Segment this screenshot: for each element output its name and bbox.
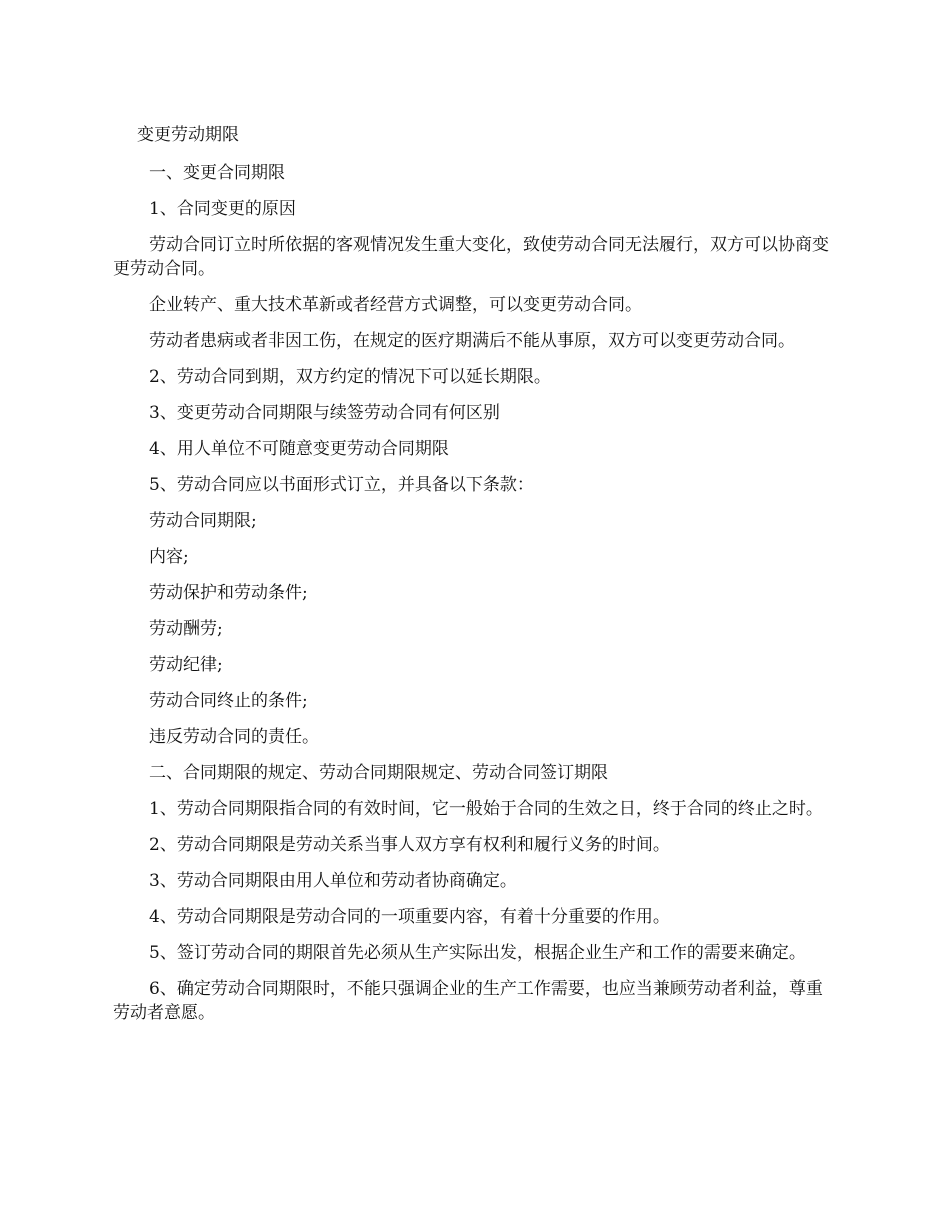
clause-item: 违反劳动合同的责任。 <box>149 727 319 747</box>
list-item: 6、确定劳动合同期限时，不能只强调企业的生产工作需要，也应当兼顾劳动者利益，尊重劳动者意愿。 <box>113 979 823 1023</box>
paragraph: 劳动者患病或者非因工伤，在规定的医疗期满后不能从事原，双方可以变更劳动合同。 <box>149 331 795 351</box>
list-item: 3、劳动合同期限由用人单位和劳动者协商确定。 <box>149 871 517 891</box>
list-item: 2、劳动合同到期，双方约定的情况下可以延长期限。 <box>149 367 551 387</box>
list-item: 4、用人单位不可随意变更劳动合同期限 <box>149 439 449 459</box>
clause-item: 劳动保护和劳动条件; <box>149 583 308 603</box>
list-item: 4、劳动合同期限是劳动合同的一项重要内容，有着十分重要的作用。 <box>149 907 670 927</box>
paragraph: 企业转产、重大技术革新或者经营方式调整，可以变更劳动合同。 <box>149 295 642 315</box>
clause-item: 劳动合同期限; <box>149 511 257 531</box>
document-body <box>113 123 837 1037</box>
clause-item: 劳动酬劳; <box>149 619 223 639</box>
list-item: 2、劳动合同期限是劳动关系当事人双方享有权利和履行义务的时间。 <box>149 835 670 855</box>
clause-item: 劳动合同终止的条件; <box>149 691 308 711</box>
clause-item: 劳动纪律; <box>149 655 223 675</box>
section-heading-2: 二、合同期限的规定、劳动合同期限规定、劳动合同签订期限 <box>149 763 608 783</box>
clause-item: 内容; <box>149 547 189 567</box>
document-title: 变更劳动期限 <box>137 125 239 145</box>
paragraph: 劳动合同订立时所依据的客观情况发生重大变化，致使劳动合同无法履行，双方可以协商变更劳动合同。 <box>113 235 829 279</box>
list-item: 3、变更劳动合同期限与续签劳动合同有何区别 <box>149 403 500 423</box>
section-heading-1: 一、变更合同期限 <box>149 163 285 183</box>
list-item: 1、合同变更的原因 <box>149 199 296 219</box>
list-item: 5、劳动合同应以书面形式订立，并具备以下条款： <box>149 475 534 495</box>
list-item: 5、签订劳动合同的期限首先必须从生产实际出发，根据企业生产和工作的需要来确定。 <box>149 943 806 963</box>
list-item: 1、劳动合同期限指合同的有效时间，它一般始于合同的生效之日，终于合同的终止之时。 <box>149 799 823 819</box>
